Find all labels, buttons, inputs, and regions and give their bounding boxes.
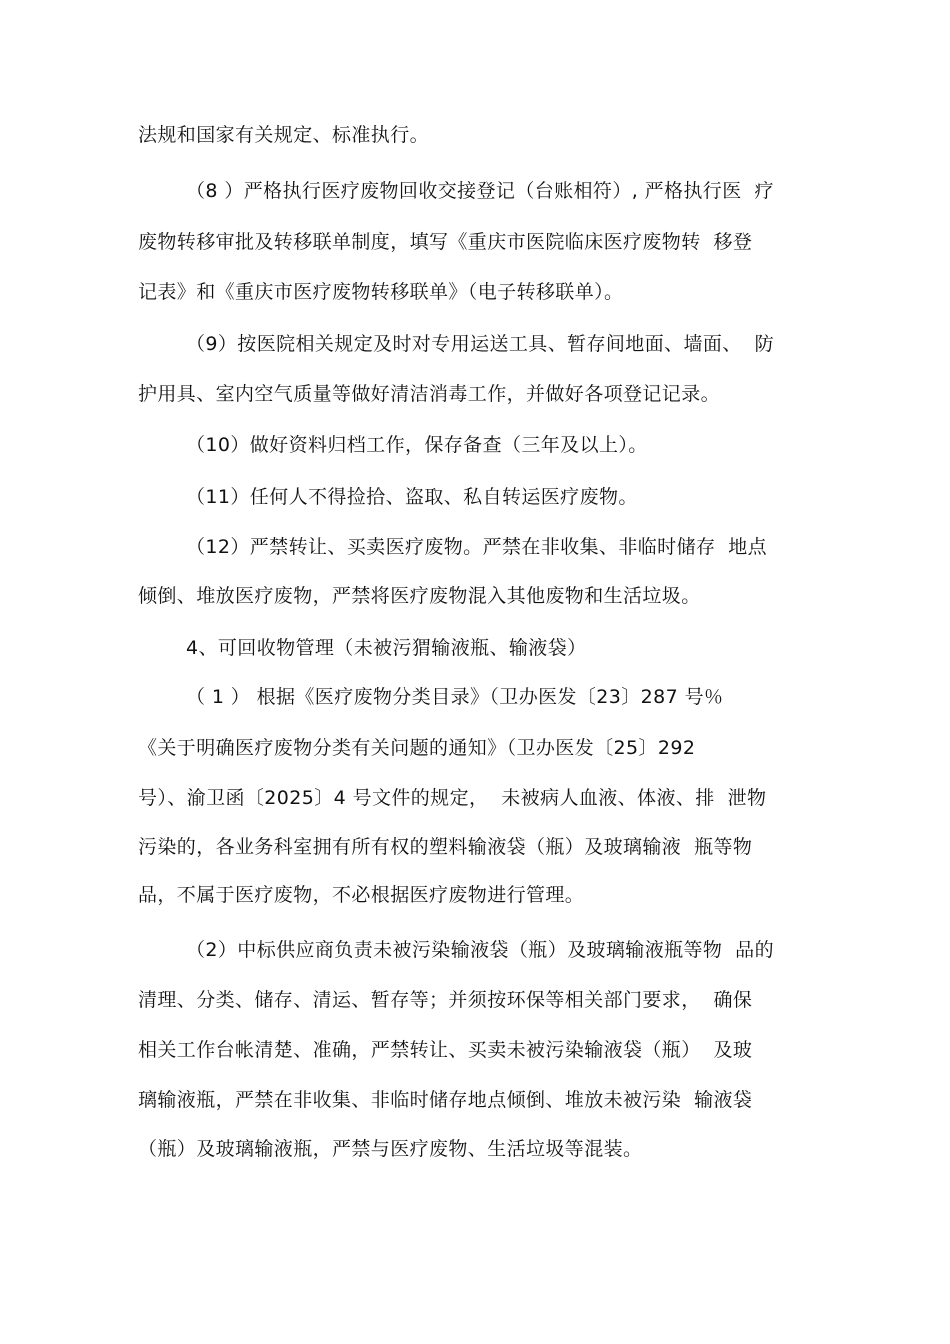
text-line: 品，不属于医疗废物，不必根据医疗废物进行管理。 (138, 884, 585, 906)
text-line: 法规和国家有关规定、标准执行。 (138, 124, 430, 146)
text-line: 废物转移审批及转移联单制度，填写《重庆市医院临床医疗废物转 移登 (138, 231, 753, 253)
text-line: （瓶）及玻璃输液瓶，严禁与医疗废物、生活垃圾等混装。 (138, 1138, 643, 1160)
text-line: 《关于明确医疗废物分类有关问题的通知》（卫办医发〔25〕292 (138, 737, 696, 759)
text-line: （2）中标供应商负责未被污染输液袋（瓶）及玻璃输液瓶等物 品的 (186, 939, 774, 961)
text-line: 倾倒、堆放医疗废物，严禁将医疗废物混入其他废物和生活垃圾。 (138, 585, 701, 607)
text-line: 相关工作台帐清楚、准确，严禁转让、买卖未被污染输液袋（瓶） 及玻 (138, 1039, 753, 1061)
text-line: （8 ）严格执行医疗废物回收交接登记（台账相符）, 严格执行医 疗 (186, 180, 774, 202)
text-line: （10）做好资料归档工作，保存备查（三年及以上）。 (186, 434, 648, 456)
section-heading: 4、可回收物管理（未被污猬输液瓶、输液袋） (186, 637, 587, 659)
text-line: 记表》和《重庆市医疗废物转移联单》（电子转移联单）。 (138, 281, 624, 303)
text-line: 污染的，各业务科室拥有所有权的塑料输液袋（瓶）及玻璃输液 瓶等物 (138, 836, 753, 858)
text-line: 清理、分类、储存、清运、暂存等；并须按环保等相关部门要求， 确保 (138, 989, 753, 1011)
text-line: 护用具、室内空气质量等做好清洁消毒工作，并做好各项登记记录。 (138, 383, 721, 405)
text-line: （ 1 ） 根据《医疗废物分类目录》（卫办医发〔23〕287 号％ (186, 686, 724, 708)
text-line: 号）、渝卫函〔2025〕4 号文件的规定， 未被病人血液、体液、排 泄物 (138, 787, 767, 809)
text-line: （9）按医院相关规定及时对专用运送工具、暂存间地面、墙面、 防 (186, 333, 774, 355)
text-line: 璃输液瓶，严禁在非收集、非临时储存地点倾倒、堆放未被污染 输液袋 (138, 1089, 753, 1111)
text-line: （11）任何人不得捡拾、盗取、私自转运医疗废物。 (186, 486, 638, 508)
text-line: （12）严禁转让、买卖医疗废物。严禁在非收集、非临时储存 地点 (186, 536, 768, 558)
